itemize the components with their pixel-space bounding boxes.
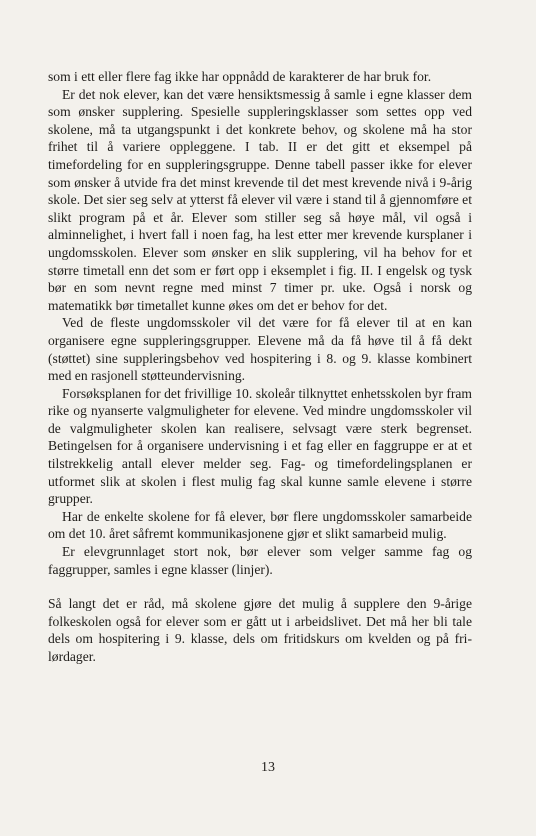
paragraph-continuation: som i ett eller flere fag ikke har oppnådd de karakterer de har bruk for. — [48, 69, 432, 84]
paragraph-cooperation: Har de enkelte skolene for få elever, bør flere ungdomsskoler samarbeide om det 10. året såfremt kommunikasjonene gjør et slikt samarbeid mulig. — [48, 508, 472, 542]
paragraph-separate-classes: Er elevgrunnlaget stort nok, bør elever som velger samme fag og faggrupper, samles i egne klasser (linjer). — [48, 544, 472, 577]
paragraph-small-schools: Ved de fleste ungdomsskoler vil det være for få elever til at en kan organisere egne suppleringsgrupper. Elevene må da få høve til å få dekt (støttet) sine suppleringsbehov ved hospitering i 8. og 9. klasse kombinert med en rasjonell støtteundervisning. — [48, 315, 472, 384]
body-text — [48, 68, 472, 666]
paragraph-working-life: Så langt det er råd, må skolene gjøre det mulig å supplere den 9-årige folkeskolen også for elever som er gått ut i arbeidslivet. Det må her bli tale dels om hospitering i 9. klasse, dels om fritidskurs om kvelden og på fri-lørdager. — [48, 596, 472, 664]
paragraph-trial-plan: Forsøksplanen for det frivillige 10. skoleår tilknyttet enhetsskolen byr fram rike og nyanserte valgmuligheter for elevene. Ved mindre ungdomsskoler vil de valgmuligheter skolen kan realisere, selvsagt være sterk begrenset. Betingelsen for å organisere undervisning i et fag eller en faggruppe er at et tilstrekkelig antall elever melder seg. Fag- og timefordelingsplanen er utformet slik at skolen i flest mulig fag skal kunne samle elevene i større grupper. — [48, 385, 472, 507]
page-number: 13 — [261, 760, 275, 775]
paragraph-supplementary-classes: Er det nok elever, kan det være hensiktsmessig å samle i egne klasser dem som ønsker supplering. Spesielle suppleringsklasser som settes opp ved skolene, må ta utgangspunkt i det konkrete behov, og skolene må ha stor frihet til å variere oppleggene. I tab. II er det gitt et eksempel på timefordeling for en suppleringsgruppe. Denne tabell passer ikke for elever som ønsker å utvide fra det minst krevende til det mest krevende nivå i 9-årig skole. Det sier seg selv at ytterst få elever vil være i stand til å gjennomføre et slikt program på et år. Elever som stiller seg så høye mål, vil også i alminnelighet, i hvert fall i noen fag, ha lest etter mer krevende kursplaner i ungdomsskolen. Elever som ønsker en slik supplering, vil ha behov for et større timetall enn det som er ført opp i eksemplet i fig. II. I engelsk og tysk bør en som nevnt regne med minst 7 timer pr. uke. Også i norsk og matematikk bør timetallet kunne økes om det er behov for det. — [48, 86, 472, 313]
